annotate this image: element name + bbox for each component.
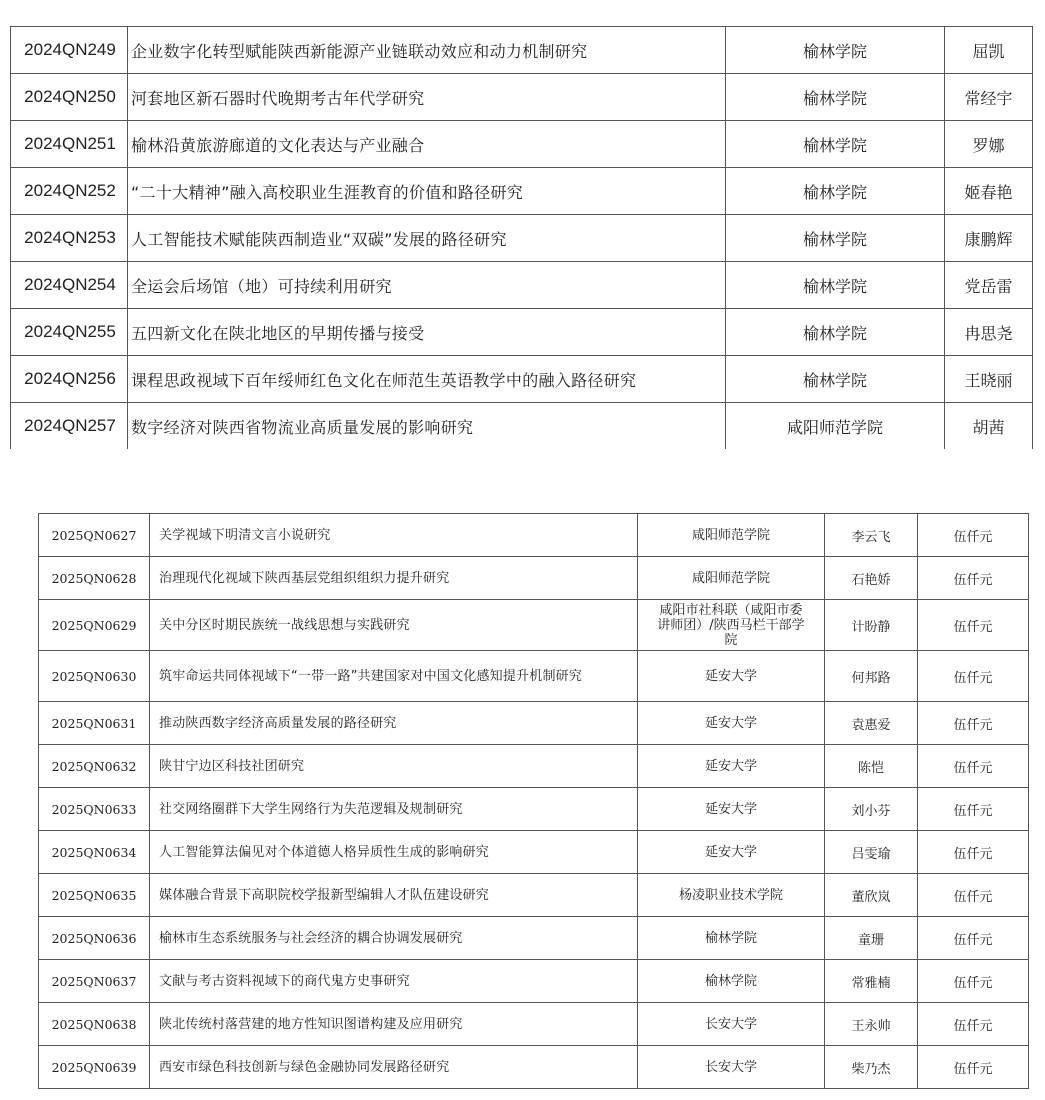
project-title: 治理现代化视域下陕西基层党组织组织力提升研究 <box>150 557 638 600</box>
institution <box>638 831 825 874</box>
table-row <box>11 121 1033 168</box>
table-row <box>39 874 1029 917</box>
project-code: 2025QN0637 <box>39 960 150 1003</box>
funding-amount: 伍仟元 <box>918 1046 1029 1089</box>
funding-amount: 伍仟元 <box>918 745 1029 788</box>
principal-name: 陈恺 <box>825 745 918 788</box>
institution <box>638 788 825 831</box>
table-row <box>11 74 1033 121</box>
project-code: 2025QN0638 <box>39 1003 150 1046</box>
project-code: 2025QN0635 <box>39 874 150 917</box>
table-row <box>11 262 1033 309</box>
principal-name: 计盼静 <box>825 600 918 651</box>
table-row <box>11 168 1033 215</box>
institution <box>638 917 825 960</box>
table-row <box>39 1046 1029 1089</box>
institution-line: 院 <box>724 632 738 648</box>
project-code: 2025QN0627 <box>39 514 150 557</box>
funding-amount: 伍仟元 <box>918 514 1029 557</box>
institution-line: 讲师团）/陕西马栏干部学 <box>657 617 805 633</box>
project-table-2025 <box>38 513 1029 1089</box>
principal-name: 康鹏辉 <box>945 215 1033 262</box>
principal-name: 何邦路 <box>825 651 918 702</box>
principal-name: 王晓丽 <box>945 356 1033 403</box>
institution <box>638 514 825 557</box>
principal-name: 冉思尧 <box>945 309 1033 356</box>
project-code: 2025QN0636 <box>39 917 150 960</box>
project-title: 推动陕西数字经济高质量发展的路径研究 <box>150 702 638 745</box>
project-title: 榆林沿黄旅游廊道的文化表达与产业融合 <box>128 121 726 168</box>
project-title: 西安市绿色科技创新与绿色金融协同发展路径研究 <box>150 1046 638 1089</box>
table-row <box>11 403 1033 450</box>
institution-line: 咸阳市社科联（咸阳市委 <box>659 602 803 618</box>
table-row <box>11 215 1033 262</box>
project-code: 2025QN0632 <box>39 745 150 788</box>
table-row <box>39 600 1029 651</box>
project-title: 陕甘宁边区科技社团研究 <box>150 745 638 788</box>
project-title: 文献与考古资料视域下的商代鬼方史事研究 <box>150 960 638 1003</box>
institution-line: 延安大学 <box>704 801 757 817</box>
institution-line: 杨凌职业技术学院 <box>678 887 783 903</box>
table-row <box>11 309 1033 356</box>
funding-amount: 伍仟元 <box>918 600 1029 651</box>
principal-name: 胡茜 <box>945 403 1033 450</box>
funding-amount: 伍仟元 <box>918 557 1029 600</box>
institution <box>638 557 825 600</box>
project-code: 2025QN0634 <box>39 831 150 874</box>
institution-line: 榆林学院 <box>704 930 757 946</box>
project-title: 人工智能算法偏见对个体道德人格异质性生成的影响研究 <box>150 831 638 874</box>
project-code: 2025QN0629 <box>39 600 150 651</box>
institution: 榆林学院 <box>726 262 945 309</box>
project-code: 2024QN257 <box>11 403 128 450</box>
project-code: 2025QN0631 <box>39 702 150 745</box>
principal-name: 石艳娇 <box>825 557 918 600</box>
institution-line: 咸阳师范学院 <box>691 527 770 543</box>
project-title: 河套地区新石器时代晚期考古年代学研究 <box>128 74 726 121</box>
institution-line: 延安大学 <box>704 844 757 860</box>
project-code: 2024QN252 <box>11 168 128 215</box>
project-title: 关中分区时期民族统一战线思想与实践研究 <box>150 600 638 651</box>
institution-line: 长安大学 <box>704 1059 757 1075</box>
table-row <box>39 651 1029 702</box>
principal-name: 董欣岚 <box>825 874 918 917</box>
institution: 榆林学院 <box>726 309 945 356</box>
funding-amount: 伍仟元 <box>918 651 1029 702</box>
institution <box>638 874 825 917</box>
project-title: 陕北传统村落营建的地方性知识图谱构建及应用研究 <box>150 1003 638 1046</box>
principal-name: 刘小芬 <box>825 788 918 831</box>
funding-amount: 伍仟元 <box>918 788 1029 831</box>
table-row <box>39 557 1029 600</box>
principal-name: 童珊 <box>825 917 918 960</box>
project-title: 筑牢命运共同体视域下“一带一路”共建国家对中国文化感知提升机制研究 <box>150 651 638 702</box>
project-title: 五四新文化在陕北地区的早期传播与接受 <box>128 309 726 356</box>
project-code: 2024QN250 <box>11 74 128 121</box>
institution: 榆林学院 <box>726 168 945 215</box>
institution: 榆林学院 <box>726 74 945 121</box>
project-code: 2025QN0633 <box>39 788 150 831</box>
project-code: 2025QN0628 <box>39 557 150 600</box>
principal-name: 柴乃杰 <box>825 1046 918 1089</box>
funding-amount: 伍仟元 <box>918 702 1029 745</box>
institution <box>638 1046 825 1089</box>
project-title: 媒体融合背景下高职院校学报新型编辑人才队伍建设研究 <box>150 874 638 917</box>
project-code: 2024QN253 <box>11 215 128 262</box>
project-title: 全运会后场馆（地）可持续利用研究 <box>128 262 726 309</box>
table-row <box>39 514 1029 557</box>
principal-name: 吕雯瑜 <box>825 831 918 874</box>
principal-name: 袁惠爱 <box>825 702 918 745</box>
table-row <box>39 1003 1029 1046</box>
table-row <box>39 702 1029 745</box>
principal-name: 王永帅 <box>825 1003 918 1046</box>
institution-line: 延安大学 <box>704 715 757 731</box>
institution: 咸阳师范学院 <box>726 403 945 450</box>
institution-line: 延安大学 <box>704 758 757 774</box>
institution <box>638 1003 825 1046</box>
project-title: 人工智能技术赋能陕西制造业“双碳”发展的路径研究 <box>128 215 726 262</box>
project-title: 课程思政视域下百年绥师红色文化在师范生英语教学中的融入路径研究 <box>128 356 726 403</box>
institution: 榆林学院 <box>726 27 945 74</box>
principal-name: 常雅楠 <box>825 960 918 1003</box>
institution-line: 榆林学院 <box>704 973 757 989</box>
table-row <box>39 745 1029 788</box>
funding-amount: 伍仟元 <box>918 960 1029 1003</box>
project-code: 2025QN0639 <box>39 1046 150 1089</box>
institution <box>638 651 825 702</box>
principal-name: 罗娜 <box>945 121 1033 168</box>
project-title: 榆林市生态系统服务与社会经济的耦合协调发展研究 <box>150 917 638 960</box>
funding-amount: 伍仟元 <box>918 874 1029 917</box>
principal-name: 姬春艳 <box>945 168 1033 215</box>
funding-amount: 伍仟元 <box>918 831 1029 874</box>
table-row <box>39 917 1029 960</box>
project-code: 2024QN249 <box>11 27 128 74</box>
funding-amount: 伍仟元 <box>918 1003 1029 1046</box>
project-title: 关学视域下明清文言小说研究 <box>150 514 638 557</box>
funding-amount: 伍仟元 <box>918 917 1029 960</box>
project-code: 2024QN254 <box>11 262 128 309</box>
institution: 榆林学院 <box>726 215 945 262</box>
project-title: 数字经济对陕西省物流业高质量发展的影响研究 <box>128 403 726 450</box>
table-row <box>11 27 1033 74</box>
institution-line: 延安大学 <box>704 668 757 684</box>
project-table-2024 <box>10 26 1033 449</box>
principal-name: 常经宇 <box>945 74 1033 121</box>
institution <box>638 960 825 1003</box>
institution: 榆林学院 <box>726 121 945 168</box>
project-code: 2024QN256 <box>11 356 128 403</box>
table-row <box>11 356 1033 403</box>
table-row <box>39 788 1029 831</box>
project-code: 2025QN0630 <box>39 651 150 702</box>
institution: 榆林学院 <box>726 356 945 403</box>
institution <box>638 745 825 788</box>
project-code: 2024QN251 <box>11 121 128 168</box>
project-code: 2024QN255 <box>11 309 128 356</box>
principal-name: 李云飞 <box>825 514 918 557</box>
table-row <box>39 831 1029 874</box>
project-title: “二十大精神”融入高校职业生涯教育的价值和路径研究 <box>128 168 726 215</box>
institution <box>638 702 825 745</box>
principal-name: 屈凯 <box>945 27 1033 74</box>
institution-line: 长安大学 <box>704 1016 757 1032</box>
table-row <box>39 960 1029 1003</box>
institution <box>638 600 825 651</box>
institution-line: 咸阳师范学院 <box>691 570 770 586</box>
project-title: 社交网络圈群下大学生网络行为失范逻辑及规制研究 <box>150 788 638 831</box>
project-title: 企业数字化转型赋能陕西新能源产业链联动效应和动力机制研究 <box>128 27 726 74</box>
principal-name: 党岳雷 <box>945 262 1033 309</box>
